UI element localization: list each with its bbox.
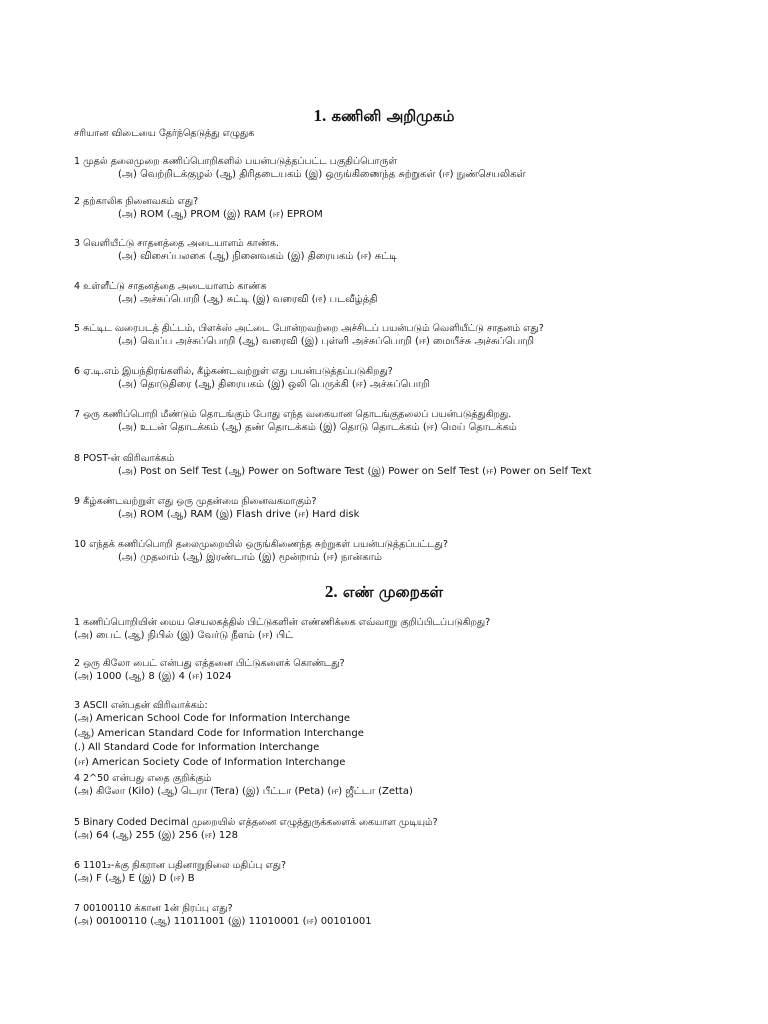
- section-1-title: [0, 106, 768, 127]
- ascii-option-b: (ஆ) American Standard Code for Information Interchange: [74, 727, 364, 739]
- question-block: [74, 903, 734, 929]
- question-options: (அ) விசைப்பலகை (ஆ) நினைவகம் (இ) திரையகம் (ஈ) சுட்டி: [118, 251, 398, 262]
- question-block: [74, 860, 734, 886]
- question-text: 6 ஏ.டி.எம் இயந்திரங்களில், கீழ்கண்டவற்றுள் எது பயன்படுத்தப்படுகிறது?: [74, 366, 393, 377]
- question-text: 2 தற்காலிக நினைவகம் எது?: [74, 196, 199, 207]
- question-block: [74, 156, 734, 182]
- question-block: [74, 658, 734, 684]
- section-2-heading: எண் முறைகள்: [342, 583, 444, 601]
- question-options: (அ) அச்சுப்பொறி (ஆ) சுட்டி (இ) வரைவி (ஈ) படவீழ்த்தி: [118, 294, 378, 305]
- question-options: (அ) கிலோ (Kilo) (ஆ) டெரா (Tera) (இ) பீட்டா (Peta) (ஈ) ஜீட்டா (Zetta): [74, 786, 413, 797]
- section-1-number: 1.: [313, 106, 327, 125]
- question-options: (அ) வெப்ப அச்சுப்பொறி (ஆ) வரைவி (இ) புள்ளி அச்சுப்பொறி (ஈ) மையீச்சு அச்சுப்பொறி: [118, 336, 535, 347]
- question-text: 4 உள்ளீட்டு சாதனத்தை அடையாளம் காண்க: [74, 281, 267, 292]
- question-text: 9 கீழ்கண்டவற்றுள் எது ஒரு முதன்மை நினைவகமாகும்?: [74, 496, 317, 507]
- question-options: (அ) ROM (ஆ) RAM (இ) Flash drive (ஈ) Hard disk: [118, 509, 360, 520]
- section-1-heading: கணினி அறிமுகம்: [331, 107, 455, 125]
- question-text: 5 Binary Coded Decimal முறையில் எத்தனை எழுத்துருக்களைக் கையாள முடியும்?: [74, 817, 438, 828]
- question-text: 6 1101₂-க்கு நிகரான பதினாறுநிலை மதிப்பு எது?: [74, 860, 287, 871]
- question-options: (அ) உடன் தொடக்கம் (ஆ) தண் தொடக்கம் (இ) தொடு தொடக்கம் (ஈ) மெய் தொடக்கம்: [118, 422, 517, 433]
- question-block: [74, 323, 734, 349]
- section-2-title: [0, 582, 768, 603]
- question-block: [74, 409, 734, 435]
- instruction-text: சரியான விடையை தேர்ந்தெடுத்து எழுதுக: [74, 128, 255, 139]
- question-options: (அ) Post on Self Test (ஆ) Power on Software Test (இ) Power on Self Test (ஈ) Power on Self Text: [118, 466, 592, 477]
- question-options: (அ) வெற்றிடக்குழல் (ஆ) திரிதடையகம் (இ) ஒருங்கிணைந்த சுற்றுகள் (ஈ) நுண்செயலிகள்: [118, 169, 526, 180]
- question-text: 8 POST-ன் விரிவாக்கம்: [74, 453, 175, 464]
- question-text: 3 வெளியீட்டு சாதனத்தை அடையாளம் காண்க.: [74, 238, 279, 249]
- question-text: 10 எந்தக் கணிப்பொறி தலைமுறையில் ஒருங்கிணைந்த சுற்றுகள் பயன்படுத்தப்பட்டது?: [74, 539, 448, 550]
- question-block: [74, 453, 734, 479]
- question-text: 1 முதல் தலைமுறை கணிப்பொறிகளில் பயன்படுத்தப்பட்ட பகுதிப்பொருள்: [74, 156, 397, 167]
- question-options: (அ) பைட் (ஆ) நிபில் (இ) வேர்டு நீளம் (ஈ) பிட்: [74, 630, 294, 641]
- question-options: (அ) ROM (ஆ) PROM (இ) RAM (ஈ) EPROM: [118, 209, 323, 220]
- ascii-option-d: (ஈ) American Society Code of Information Interchange: [74, 756, 346, 768]
- question-block: [74, 773, 734, 799]
- question-text: 2 ஒரு கிலோ பைட் என்பது எத்தனை பிட்டுகளைக் கொண்டது?: [74, 658, 345, 669]
- ascii-option-a: (அ) American School Code for Information Interchange: [74, 713, 351, 724]
- ascii-option-c: (.) All Standard Code for Information Interchange: [74, 742, 320, 753]
- question-options: (அ) F (ஆ) E (இ) D (ஈ) B: [74, 873, 195, 884]
- question-block: [74, 281, 734, 307]
- question-block: [74, 539, 734, 565]
- question-text: 4 2^50 என்பது எதை குறிக்கும்: [74, 773, 212, 784]
- question-block: [74, 617, 734, 643]
- question-block: [74, 238, 734, 264]
- question-text: 7 00100110 க்கான 1ன் நிரப்பு எது?: [74, 903, 233, 914]
- question-text: 5 சுட்டிட வரைபடத் திட்டம், பிளக்ஸ் அட்டை போன்றவற்றை அச்சிடப் பயன்படும் வெளியீட்டு சாதனம் எது?: [74, 323, 544, 334]
- question-options: (அ) தொடுதிரை (ஆ) திரையகம் (இ) ஒலி பெருக்கி (ஈ) அச்சுப்பொறி: [118, 379, 430, 390]
- question-options: (அ) 00100110 (ஆ) 11011001 (இ) 11010001 (ஈ) 00101001: [74, 916, 372, 927]
- section-2-number: 2.: [324, 582, 338, 601]
- question-options: (அ) 64 (ஆ) 255 (இ) 256 (ஈ) 128: [74, 830, 238, 841]
- question-block: [74, 700, 734, 770]
- question-block: [74, 366, 734, 392]
- question-text: 3 ASCII என்பதன் விரிவாக்கம்:: [74, 700, 208, 711]
- question-text: 7 ஒரு கணிப்பொறி மீண்டும் தொடங்கும் போது எந்த வகையான தொடங்குதலைப் பயன்படுத்துகிறது.: [74, 409, 512, 420]
- question-block: [74, 496, 734, 522]
- question-block: [74, 817, 734, 843]
- question-options: (அ) 1000 (ஆ) 8 (இ) 4 (ஈ) 1024: [74, 671, 232, 682]
- question-options: (அ) முதலாம் (ஆ) இரண்டாம் (இ) மூன்றாம் (ஈ) நான்காம்: [118, 552, 382, 563]
- question-text: 1 கணிப்பொறியின் மைய செயலகத்தில் பிட்டுகளின் எண்ணிக்கை எவ்வாறு குறிப்பிடப்படுகிறது?: [74, 617, 491, 628]
- question-block: [74, 196, 734, 222]
